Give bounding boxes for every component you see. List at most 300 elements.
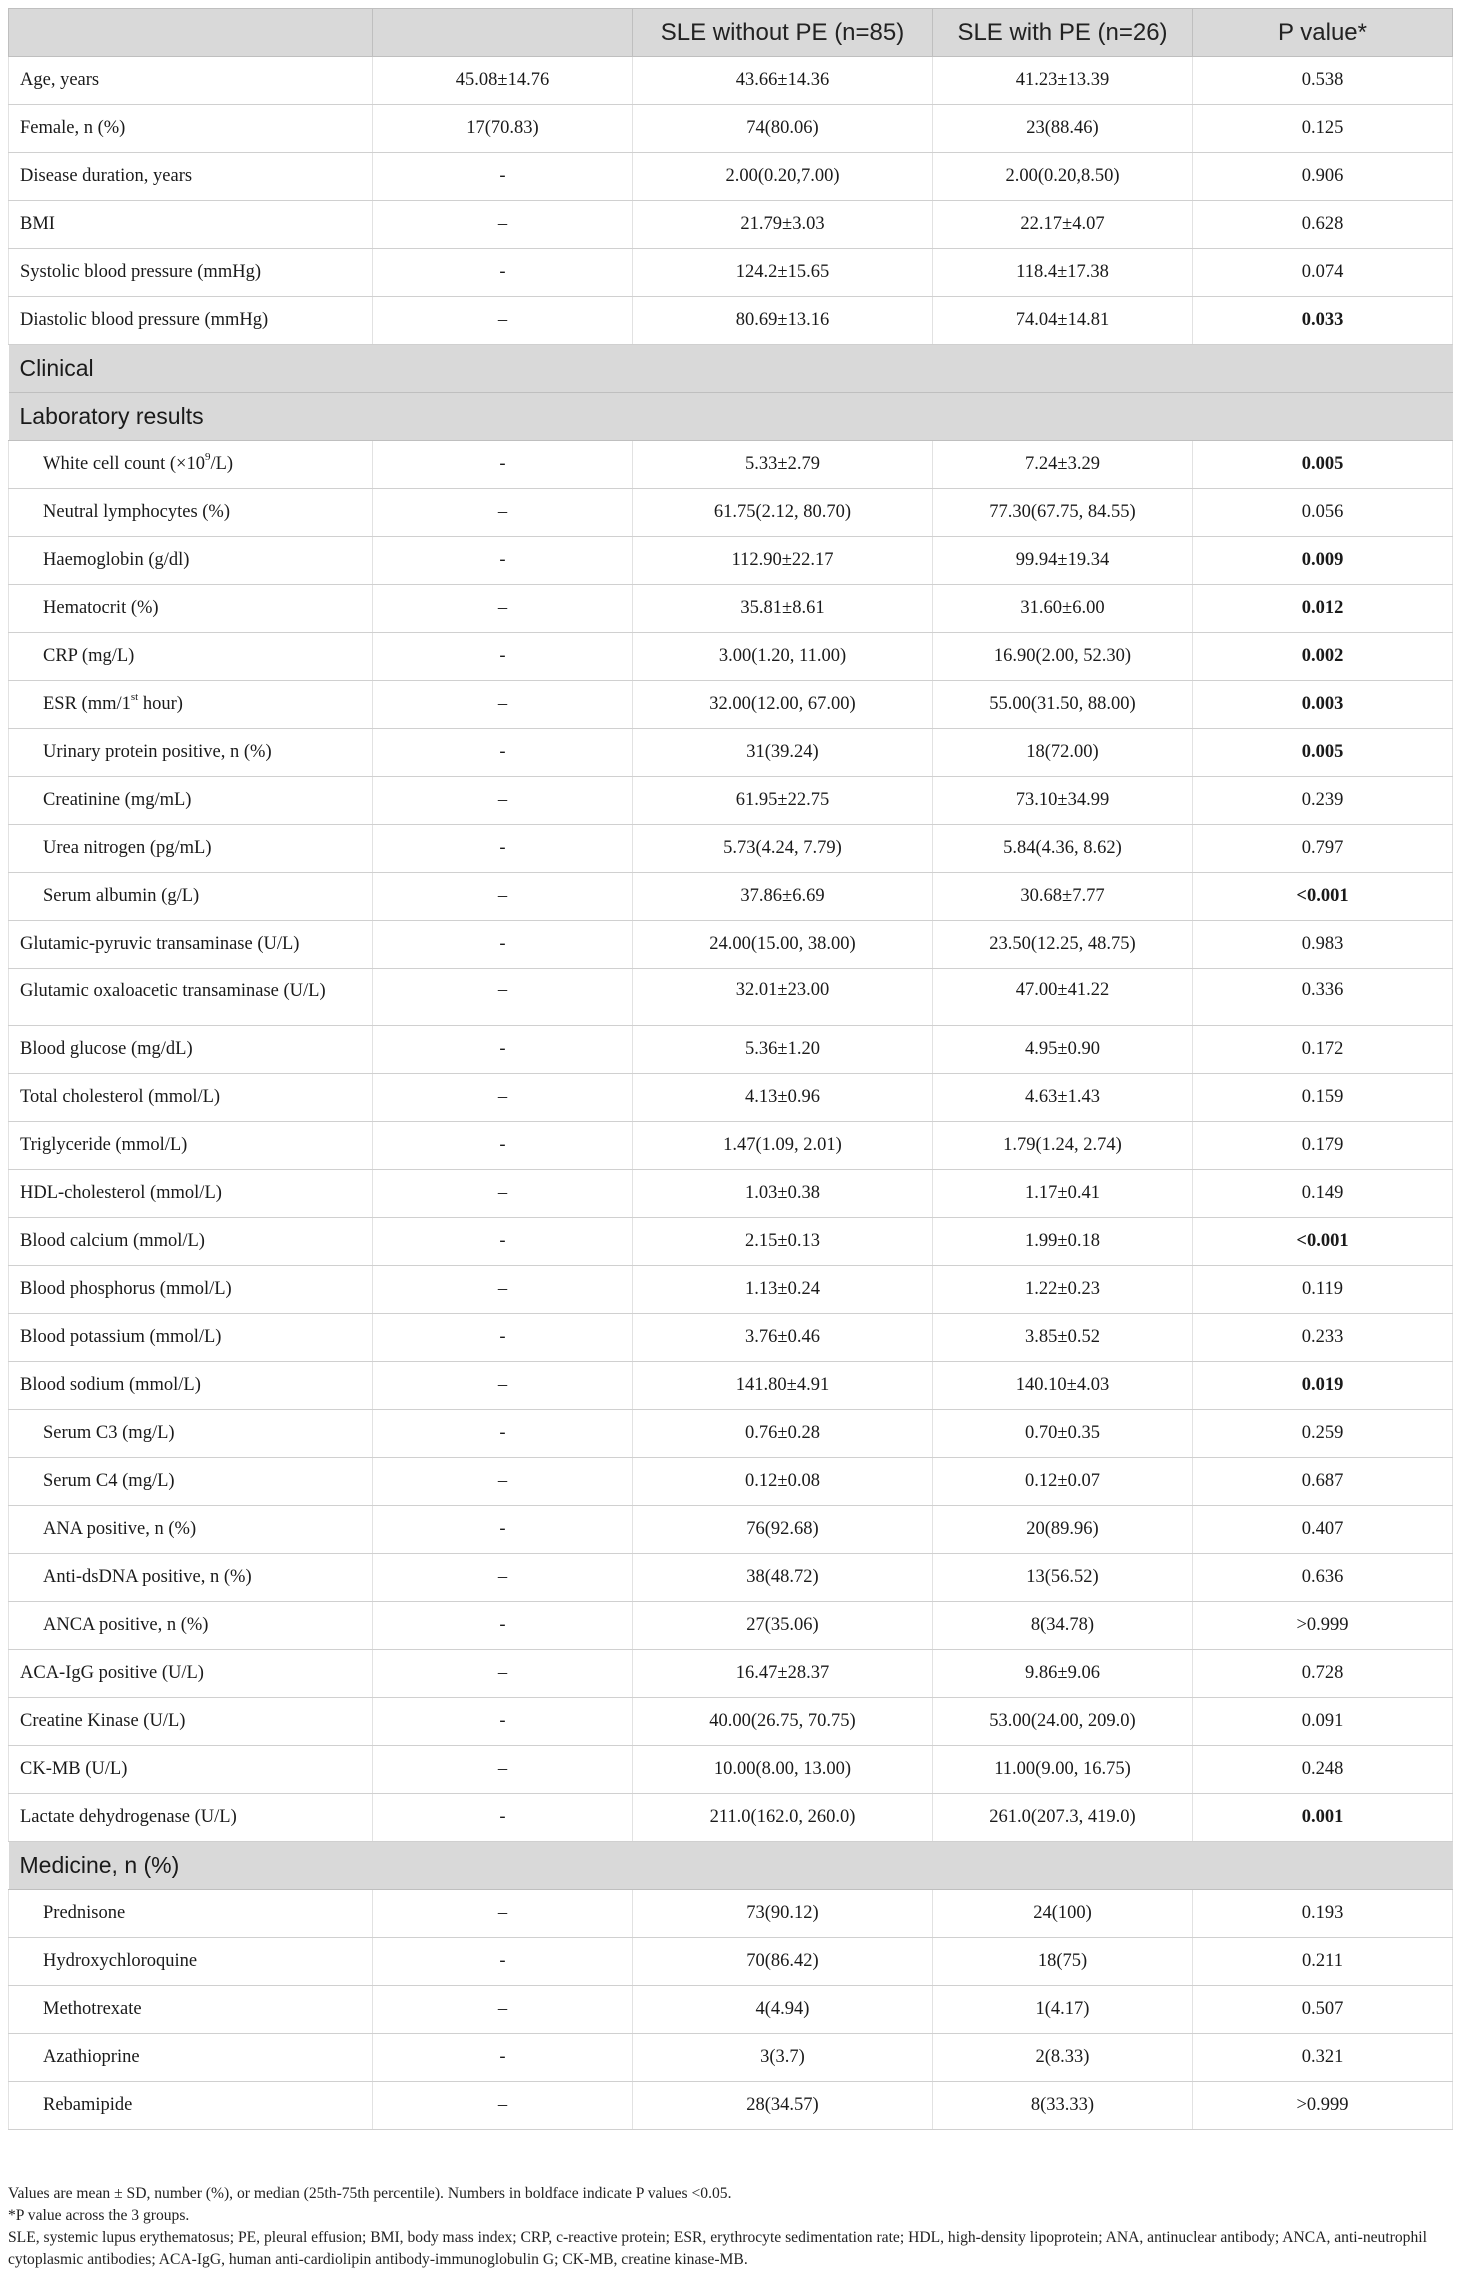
cell-with-pe: 53.00(24.00, 209.0) — [933, 1698, 1193, 1746]
row-label-text: Blood phosphorus (mmol/L) — [20, 1279, 232, 1299]
cell-p-value: 0.687 — [1193, 1458, 1453, 1506]
row-label-superscript: 9 — [204, 451, 211, 463]
row-label-text: Methotrexate — [43, 1999, 142, 2019]
cell-p-value: 0.728 — [1193, 1650, 1453, 1698]
cell-without-pe: 73(90.12) — [633, 1890, 933, 1938]
row-label — [9, 1746, 373, 1794]
row-label-text: Disease duration, years — [20, 166, 193, 186]
cell-with-pe: 4.63±1.43 — [933, 1074, 1193, 1122]
cell-with-pe: 7.24±3.29 — [933, 441, 1193, 489]
row-label — [9, 153, 373, 201]
cell-overall: - — [373, 1218, 633, 1266]
cell-p-value: 0.019 — [1193, 1362, 1453, 1410]
cell-without-pe: 4.13±0.96 — [633, 1074, 933, 1122]
cell-with-pe: 3.85±0.52 — [933, 1314, 1193, 1362]
section-label: Medicine, n (%) — [9, 1842, 1453, 1890]
cell-overall: – — [373, 201, 633, 249]
cell-without-pe: 3(3.7) — [633, 2034, 933, 2082]
row-label — [9, 1458, 373, 1506]
table-row — [9, 489, 1453, 537]
cell-p-value: 0.211 — [1193, 1938, 1453, 1986]
cell-with-pe: 1.22±0.23 — [933, 1266, 1193, 1314]
cell-p-value: 0.797 — [1193, 825, 1453, 873]
cell-overall: - — [373, 1938, 633, 1986]
cell-with-pe: 23(88.46) — [933, 105, 1193, 153]
row-label-text: Age, years — [20, 70, 100, 90]
row-label — [9, 441, 373, 489]
cell-with-pe: 23.50(12.25, 48.75) — [933, 921, 1193, 969]
table-row — [9, 1170, 1453, 1218]
cell-overall: – — [373, 489, 633, 537]
cell-with-pe: 9.86±9.06 — [933, 1650, 1193, 1698]
cell-p-value: 0.233 — [1193, 1314, 1453, 1362]
cell-without-pe: 141.80±4.91 — [633, 1362, 933, 1410]
row-label-text: Creatine Kinase (U/L) — [20, 1711, 186, 1731]
row-label-text: HDL-cholesterol (mmol/L) — [20, 1183, 222, 1203]
cell-p-value: 0.983 — [1193, 921, 1453, 969]
cell-overall: – — [373, 1746, 633, 1794]
footnote-values: Values are mean ± SD, number (%), or median (25th-75th percentile). Numbers in boldface indicate P values <0.05. — [8, 2185, 732, 2202]
cell-overall: - — [373, 2034, 633, 2082]
row-label — [9, 1506, 373, 1554]
cell-without-pe: 40.00(26.75, 70.75) — [633, 1698, 933, 1746]
row-label-text: Glutamic oxaloacetic transaminase (U/L) — [20, 981, 326, 1001]
cell-with-pe: 5.84(4.36, 8.62) — [933, 825, 1193, 873]
row-label-text: Neutral lymphocytes (%) — [43, 502, 230, 522]
cell-p-value: 0.002 — [1193, 633, 1453, 681]
cell-with-pe: 55.00(31.50, 88.00) — [933, 681, 1193, 729]
cell-p-value: 0.009 — [1193, 537, 1453, 585]
table-row — [9, 1890, 1453, 1938]
row-label — [9, 777, 373, 825]
cell-p-value: 0.005 — [1193, 729, 1453, 777]
row-label — [9, 873, 373, 921]
table-row — [9, 873, 1453, 921]
row-label-text: Prednisone — [43, 1903, 126, 1923]
footnote-p-value: *P value across the 3 groups. — [8, 2207, 190, 2224]
row-label-text: Blood glucose (mg/dL) — [20, 1039, 193, 1059]
cell-without-pe: 3.76±0.46 — [633, 1314, 933, 1362]
cell-with-pe: 4.95±0.90 — [933, 1026, 1193, 1074]
row-label-text: Triglyceride (mmol/L) — [20, 1135, 188, 1155]
row-label — [9, 537, 373, 585]
cell-without-pe: 74(80.06) — [633, 105, 933, 153]
table-row — [9, 1746, 1453, 1794]
table-row — [9, 2082, 1453, 2130]
table-row — [9, 633, 1453, 681]
cell-with-pe: 74.04±14.81 — [933, 297, 1193, 345]
cell-overall: – — [373, 1170, 633, 1218]
cell-with-pe: 77.30(67.75, 84.55) — [933, 489, 1193, 537]
row-label — [9, 1026, 373, 1074]
cell-overall: – — [373, 2082, 633, 2130]
table-row — [9, 1218, 1453, 1266]
table-row — [9, 297, 1453, 345]
row-label-text: Hydroxychloroquine — [43, 1951, 198, 1971]
cell-overall: – — [373, 1986, 633, 2034]
cell-p-value: 0.012 — [1193, 585, 1453, 633]
cell-overall: – — [373, 585, 633, 633]
table-row — [9, 57, 1453, 105]
cell-overall: 45.08±14.76 — [373, 57, 633, 105]
cell-overall: - — [373, 249, 633, 297]
cell-overall: - — [373, 1602, 633, 1650]
header-row — [9, 9, 1453, 57]
header-cell-with-pe: SLE with PE (n=26) — [933, 9, 1193, 57]
cell-without-pe: 16.47±28.37 — [633, 1650, 933, 1698]
row-label-text: Hematocrit (%) — [43, 598, 159, 618]
table-row — [9, 201, 1453, 249]
table-header — [9, 9, 1453, 57]
cell-p-value: 0.149 — [1193, 1170, 1453, 1218]
row-label-text: Anti-dsDNA positive, n (%) — [43, 1567, 252, 1587]
cell-overall: – — [373, 969, 633, 1026]
table-row — [9, 921, 1453, 969]
table-row — [9, 729, 1453, 777]
cell-without-pe: 5.33±2.79 — [633, 441, 933, 489]
cell-p-value: 0.336 — [1193, 969, 1453, 1026]
cell-overall: - — [373, 441, 633, 489]
table-row — [9, 1410, 1453, 1458]
row-label — [9, 1170, 373, 1218]
row-label-text: BMI — [20, 214, 55, 234]
table-row — [9, 153, 1453, 201]
cell-overall: – — [373, 1458, 633, 1506]
row-label-text: Blood calcium (mmol/L) — [20, 1231, 205, 1251]
cell-without-pe: 35.81±8.61 — [633, 585, 933, 633]
cell-with-pe: 16.90(2.00, 52.30) — [933, 633, 1193, 681]
row-label — [9, 729, 373, 777]
cell-p-value: 0.407 — [1193, 1506, 1453, 1554]
cell-overall: - — [373, 1314, 633, 1362]
section-label: Clinical — [9, 345, 1453, 393]
cell-overall: – — [373, 1554, 633, 1602]
table-row — [9, 825, 1453, 873]
cell-without-pe: 37.86±6.69 — [633, 873, 933, 921]
table-row — [9, 1938, 1453, 1986]
cell-p-value: 0.628 — [1193, 201, 1453, 249]
cell-overall: - — [373, 1506, 633, 1554]
table-row — [9, 441, 1453, 489]
cell-with-pe: 73.10±34.99 — [933, 777, 1193, 825]
row-label-text: Urinary protein positive, n (%) — [43, 742, 272, 762]
cell-with-pe: 118.4±17.38 — [933, 249, 1193, 297]
table-row — [9, 1698, 1453, 1746]
row-label-text: CK-MB (U/L) — [20, 1759, 128, 1779]
table-row — [9, 585, 1453, 633]
row-label-text: Creatinine (mg/mL) — [43, 790, 192, 810]
row-label — [9, 1410, 373, 1458]
row-label — [9, 2082, 373, 2130]
table-row — [9, 1266, 1453, 1314]
cell-p-value: 0.159 — [1193, 1074, 1453, 1122]
cell-overall: – — [373, 777, 633, 825]
row-label-text: Azathioprine — [43, 2047, 140, 2067]
cell-without-pe: 112.90±22.17 — [633, 537, 933, 585]
table-row — [9, 777, 1453, 825]
row-label — [9, 1986, 373, 2034]
cell-overall: – — [373, 1362, 633, 1410]
row-label-text: White cell count (×10 — [43, 454, 205, 474]
row-label — [9, 1266, 373, 1314]
row-label — [9, 297, 373, 345]
table-row — [9, 1362, 1453, 1410]
cell-overall: – — [373, 1650, 633, 1698]
row-label — [9, 969, 373, 1026]
cell-without-pe: 32.00(12.00, 67.00) — [633, 681, 933, 729]
cell-p-value: 0.056 — [1193, 489, 1453, 537]
cell-without-pe: 2.15±0.13 — [633, 1218, 933, 1266]
cell-without-pe: 10.00(8.00, 13.00) — [633, 1746, 933, 1794]
cell-p-value: 0.125 — [1193, 105, 1453, 153]
cell-without-pe: 76(92.68) — [633, 1506, 933, 1554]
row-label-text: Serum albumin (g/L) — [43, 886, 200, 906]
cell-p-value: 0.538 — [1193, 57, 1453, 105]
row-label-text: Serum C4 (mg/L) — [43, 1471, 175, 1491]
row-label — [9, 249, 373, 297]
row-label-text: Systolic blood pressure (mmHg) — [20, 262, 261, 282]
header-cell-overall — [373, 9, 633, 57]
row-label — [9, 105, 373, 153]
cell-p-value: 0.248 — [1193, 1746, 1453, 1794]
cell-overall: - — [373, 153, 633, 201]
table-row — [9, 1986, 1453, 2034]
row-label-text: Blood potassium (mmol/L) — [20, 1327, 222, 1347]
cell-overall: - — [373, 729, 633, 777]
cell-without-pe: 32.01±23.00 — [633, 969, 933, 1026]
cell-with-pe: 1(4.17) — [933, 1986, 1193, 2034]
header-cell-variable — [9, 9, 373, 57]
data-table-container — [8, 8, 1452, 2130]
cell-overall: - — [373, 1122, 633, 1170]
cell-with-pe: 1.99±0.18 — [933, 1218, 1193, 1266]
cell-with-pe: 24(100) — [933, 1890, 1193, 1938]
cell-with-pe: 1.17±0.41 — [933, 1170, 1193, 1218]
cell-with-pe: 41.23±13.39 — [933, 57, 1193, 105]
row-label — [9, 1602, 373, 1650]
table-row — [9, 105, 1453, 153]
row-label-text: Blood sodium (mmol/L) — [20, 1375, 201, 1395]
cell-without-pe: 61.75(2.12, 80.70) — [633, 489, 933, 537]
table-row — [9, 2034, 1453, 2082]
cell-overall: – — [373, 681, 633, 729]
table-row — [9, 969, 1453, 1026]
cell-without-pe: 0.76±0.28 — [633, 1410, 933, 1458]
cell-p-value: <0.001 — [1193, 873, 1453, 921]
cell-p-value: >0.999 — [1193, 2082, 1453, 2130]
row-label-text: Diastolic blood pressure (mmHg) — [20, 310, 269, 330]
row-label-text: Rebamipide — [43, 2095, 133, 2115]
table-footnotes — [8, 2183, 1452, 2271]
table-row — [9, 1650, 1453, 1698]
cell-without-pe: 1.13±0.24 — [633, 1266, 933, 1314]
cell-p-value: 0.074 — [1193, 249, 1453, 297]
cell-overall: 17(70.83) — [373, 105, 633, 153]
cell-with-pe: 1.79(1.24, 2.74) — [933, 1122, 1193, 1170]
row-label — [9, 2034, 373, 2082]
row-label — [9, 1314, 373, 1362]
section-header-row — [9, 1842, 1453, 1890]
cell-with-pe: 22.17±4.07 — [933, 201, 1193, 249]
cell-p-value: >0.999 — [1193, 1602, 1453, 1650]
cell-overall: - — [373, 633, 633, 681]
cell-with-pe: 13(56.52) — [933, 1554, 1193, 1602]
cell-with-pe: 99.94±19.34 — [933, 537, 1193, 585]
row-label-text: Lactate dehydrogenase (U/L) — [20, 1807, 237, 1827]
cell-overall: – — [373, 297, 633, 345]
cell-with-pe: 2.00(0.20,8.50) — [933, 153, 1193, 201]
row-label — [9, 681, 373, 729]
row-label-suffix: hour) — [138, 694, 183, 714]
row-label — [9, 585, 373, 633]
table-row — [9, 1602, 1453, 1650]
cell-overall: - — [373, 1698, 633, 1746]
section-header-row — [9, 345, 1453, 393]
cell-with-pe: 31.60±6.00 — [933, 585, 1193, 633]
cell-with-pe: 0.12±0.07 — [933, 1458, 1193, 1506]
row-label — [9, 1362, 373, 1410]
row-label — [9, 633, 373, 681]
row-label-text: ACA-IgG positive (U/L) — [20, 1663, 204, 1683]
cell-p-value: 0.005 — [1193, 441, 1453, 489]
row-label-text: ANA positive, n (%) — [43, 1519, 197, 1539]
row-label — [9, 1218, 373, 1266]
cell-overall: - — [373, 825, 633, 873]
cell-p-value: 0.906 — [1193, 153, 1453, 201]
cell-without-pe: 21.79±3.03 — [633, 201, 933, 249]
cell-without-pe: 211.0(162.0, 260.0) — [633, 1794, 933, 1842]
cell-without-pe: 124.2±15.65 — [633, 249, 933, 297]
row-label-text: Total cholesterol (mmol/L) — [20, 1087, 221, 1107]
cell-without-pe: 61.95±22.75 — [633, 777, 933, 825]
row-label-text: CRP (mg/L) — [43, 646, 135, 666]
cell-with-pe: 20(89.96) — [933, 1506, 1193, 1554]
table-row — [9, 249, 1453, 297]
table-row — [9, 1506, 1453, 1554]
cell-without-pe: 80.69±13.16 — [633, 297, 933, 345]
table-body — [9, 57, 1453, 2130]
cell-overall: - — [373, 1026, 633, 1074]
cell-without-pe: 27(35.06) — [633, 1602, 933, 1650]
header-cell-p-value: P value* — [1193, 9, 1453, 57]
row-label — [9, 1938, 373, 1986]
cell-overall: - — [373, 1410, 633, 1458]
cell-p-value: 0.091 — [1193, 1698, 1453, 1746]
row-label-text: Glutamic-pyruvic transaminase (U/L) — [20, 934, 300, 954]
row-label-text: ESR (mm/1 — [43, 694, 131, 714]
row-label — [9, 1890, 373, 1938]
cell-without-pe: 3.00(1.20, 11.00) — [633, 633, 933, 681]
cell-p-value: 0.003 — [1193, 681, 1453, 729]
row-label — [9, 825, 373, 873]
row-label — [9, 489, 373, 537]
cell-p-value: 0.172 — [1193, 1026, 1453, 1074]
row-label — [9, 1794, 373, 1842]
cell-overall: - — [373, 921, 633, 969]
cell-with-pe: 261.0(207.3, 419.0) — [933, 1794, 1193, 1842]
row-label — [9, 1074, 373, 1122]
cell-with-pe: 2(8.33) — [933, 2034, 1193, 2082]
footnote-abbreviations: SLE, systemic lupus erythematosus; PE, pleural effusion; BMI, body mass index; CRP, c-reactive protein; ESR, erythrocyte sedimentation rate; HDL, high-density lipoprotein; ANA, antinuclear antibody; ANCA, anti-neutrophil cytoplasmic antibodies; ACA-IgG, human anti-cardiolipin antibody-immunoglobulin G; CK-MB, creatine kinase-MB. — [8, 2229, 1427, 2268]
cell-with-pe: 0.70±0.35 — [933, 1410, 1193, 1458]
cell-with-pe: 8(34.78) — [933, 1602, 1193, 1650]
cell-with-pe: 30.68±7.77 — [933, 873, 1193, 921]
cell-overall: – — [373, 1266, 633, 1314]
table-row — [9, 681, 1453, 729]
cell-without-pe: 38(48.72) — [633, 1554, 933, 1602]
cell-p-value: 0.259 — [1193, 1410, 1453, 1458]
row-label — [9, 921, 373, 969]
cell-p-value: <0.001 — [1193, 1218, 1453, 1266]
row-label — [9, 1554, 373, 1602]
row-label-suffix: /L) — [210, 454, 234, 474]
cell-without-pe: 31(39.24) — [633, 729, 933, 777]
cell-with-pe: 11.00(9.00, 16.75) — [933, 1746, 1193, 1794]
cell-with-pe: 18(72.00) — [933, 729, 1193, 777]
section-label: Laboratory results — [9, 393, 1453, 441]
cell-with-pe: 8(33.33) — [933, 2082, 1193, 2130]
cell-without-pe: 2.00(0.20,7.00) — [633, 153, 933, 201]
cell-p-value: 0.119 — [1193, 1266, 1453, 1314]
row-label — [9, 1698, 373, 1746]
cell-without-pe: 28(34.57) — [633, 2082, 933, 2130]
section-header-row — [9, 393, 1453, 441]
table-row — [9, 1458, 1453, 1506]
row-label — [9, 201, 373, 249]
cell-without-pe: 5.36±1.20 — [633, 1026, 933, 1074]
cell-without-pe: 43.66±14.36 — [633, 57, 933, 105]
table-row — [9, 537, 1453, 585]
row-label-text: Haemoglobin (g/dl) — [43, 550, 190, 570]
cell-without-pe: 0.12±0.08 — [633, 1458, 933, 1506]
cell-without-pe: 24.00(15.00, 38.00) — [633, 921, 933, 969]
row-label-text: Female, n (%) — [20, 118, 126, 138]
cell-p-value: 0.179 — [1193, 1122, 1453, 1170]
cell-without-pe: 1.03±0.38 — [633, 1170, 933, 1218]
cell-overall: - — [373, 537, 633, 585]
table-row — [9, 1074, 1453, 1122]
cell-overall: – — [373, 1890, 633, 1938]
cell-overall: – — [373, 1074, 633, 1122]
cell-p-value: 0.033 — [1193, 297, 1453, 345]
cell-overall: – — [373, 873, 633, 921]
cell-p-value: 0.239 — [1193, 777, 1453, 825]
cell-p-value: 0.193 — [1193, 1890, 1453, 1938]
cell-without-pe: 70(86.42) — [633, 1938, 933, 1986]
data-table — [8, 8, 1453, 2130]
cell-without-pe: 4(4.94) — [633, 1986, 933, 2034]
row-label-text: ANCA positive, n (%) — [43, 1615, 209, 1635]
cell-with-pe: 47.00±41.22 — [933, 969, 1193, 1026]
row-label-text: Serum C3 (mg/L) — [43, 1423, 175, 1443]
row-label — [9, 1122, 373, 1170]
cell-overall: - — [373, 1794, 633, 1842]
cell-p-value: 0.001 — [1193, 1794, 1453, 1842]
cell-p-value: 0.636 — [1193, 1554, 1453, 1602]
table-row — [9, 1794, 1453, 1842]
table-row — [9, 1026, 1453, 1074]
table-row — [9, 1554, 1453, 1602]
cell-p-value: 0.321 — [1193, 2034, 1453, 2082]
row-label — [9, 57, 373, 105]
row-label-superscript: st — [130, 691, 139, 703]
cell-without-pe: 5.73(4.24, 7.79) — [633, 825, 933, 873]
row-label-text: Urea nitrogen (pg/mL) — [43, 838, 212, 858]
row-label — [9, 1650, 373, 1698]
header-cell-without-pe: SLE without PE (n=85) — [633, 9, 933, 57]
table-row — [9, 1314, 1453, 1362]
cell-with-pe: 140.10±4.03 — [933, 1362, 1193, 1410]
